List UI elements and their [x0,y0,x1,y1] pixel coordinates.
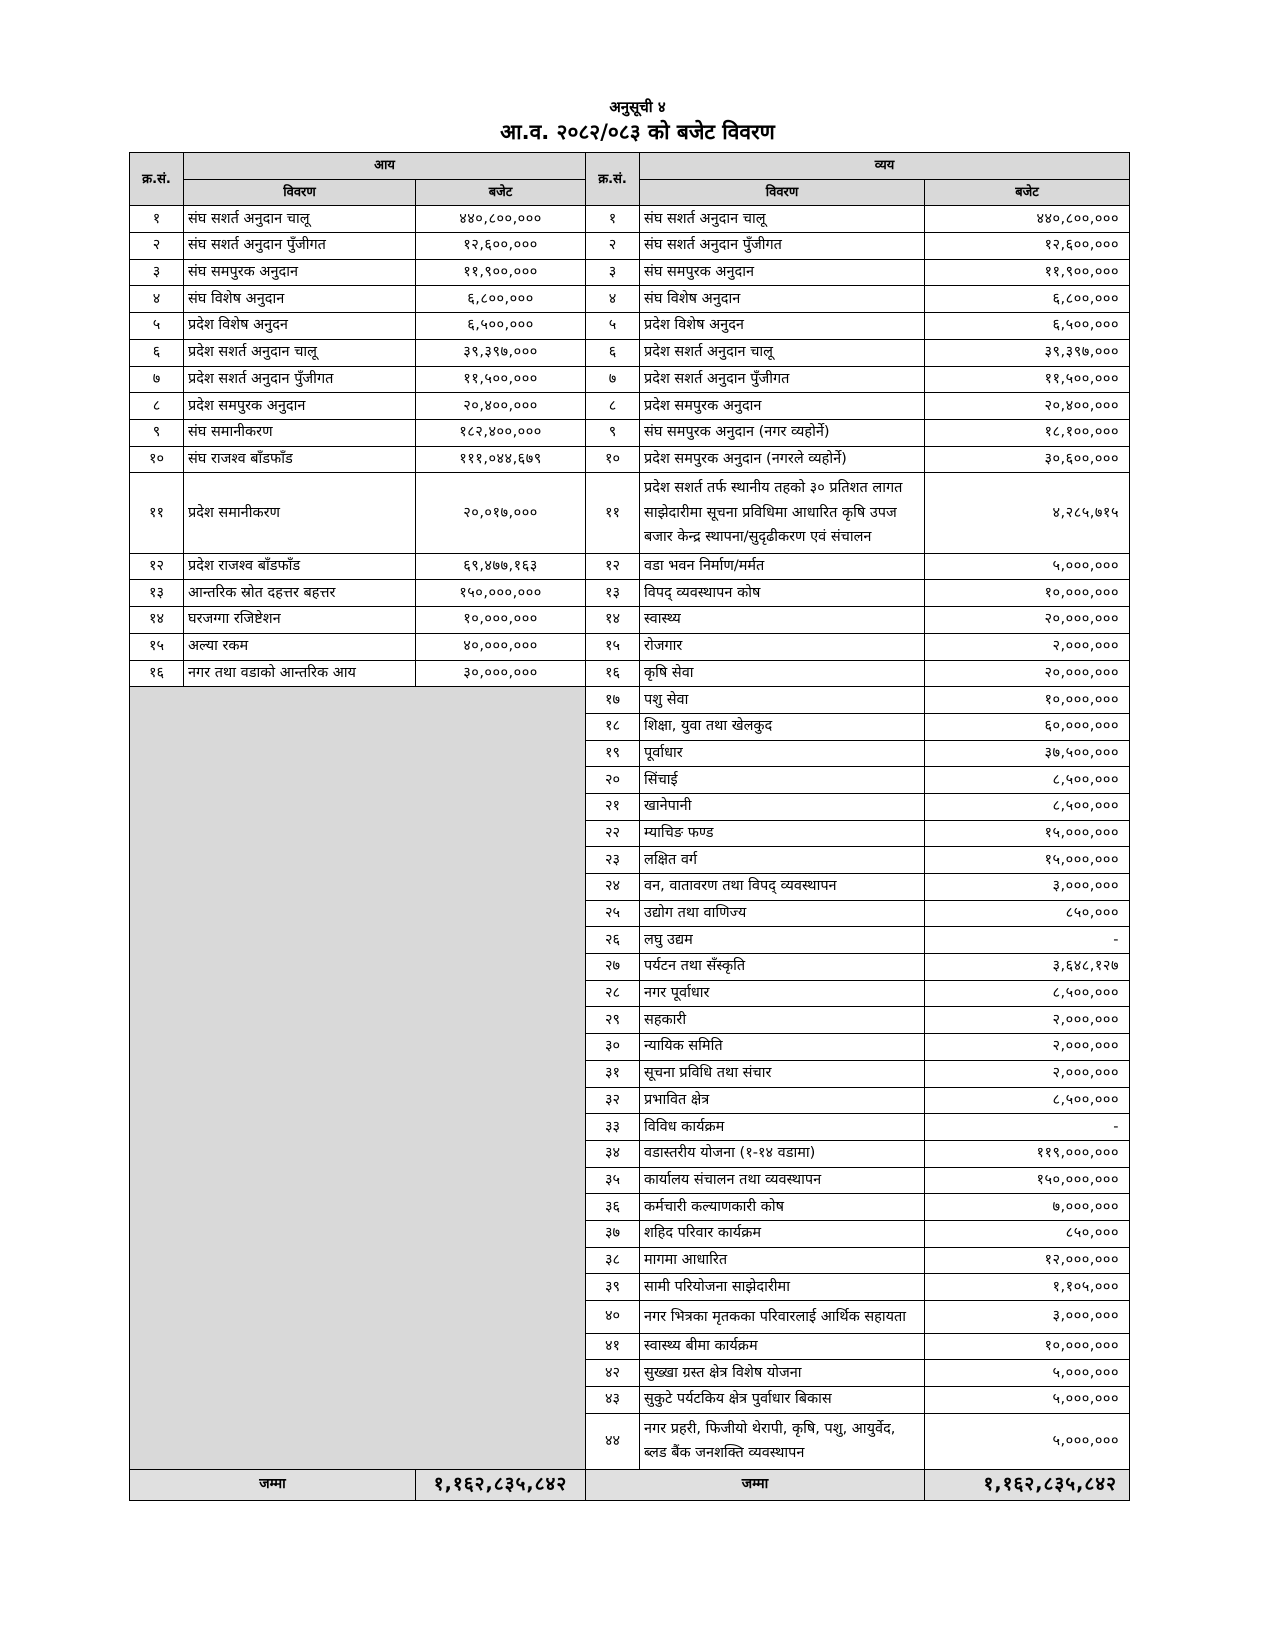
expense-serial: २ [586,233,640,260]
expense-serial: १७ [586,687,640,714]
table-row [130,633,1130,660]
expense-serial: २६ [586,927,640,954]
expense-amount: २,०००,००० [925,633,1130,660]
expense-description: शहिद परिवार कार्यक्रम [640,1220,925,1247]
income-description: संघ समपुरक अनुदान [184,259,416,286]
page-title: आ.व. २०८२/०८३ को बजेट विवरण [500,120,775,144]
expense-amount: ८५०,००० [925,1220,1130,1247]
expense-description: सुख्खा ग्रस्त क्षेत्र विशेष योजना [640,1360,925,1387]
expense-serial: ३५ [586,1167,640,1194]
expense-serial: १५ [586,633,640,660]
expense-amount: - [925,1114,1130,1141]
expense-description: प्रदेश सशर्त अनुदान पुँजीगत [640,366,925,393]
expense-amount: ३०,६००,००० [925,446,1130,473]
expense-description: म्याचिङ फण्ड [640,820,925,847]
expense-description: पशु सेवा [640,687,925,714]
table-row [130,473,1130,554]
expense-serial: ३४ [586,1140,640,1167]
expense-description: नगर प्रहरी, फिजीयो थेरापी, कृषि, पशु, आयुर्वेद, ब्लड बैंक जनशक्ति व्यवस्थापन [640,1413,925,1469]
expense-amount: १८,१००,००० [925,419,1130,446]
table-row [130,419,1130,446]
expense-description: कार्यालय संचालन तथा व्यवस्थापन [640,1167,925,1194]
expense-serial: ११ [586,473,640,554]
expense-description: विपद् व्यवस्थापन कोष [640,580,925,607]
table-row [130,286,1130,313]
income-description: प्रदेश सशर्त अनुदान पुँजीगत [184,366,416,393]
income-amount: ११,५००,००० [416,366,586,393]
expense-description: प्रदेश समपुरक अनुदान [640,393,925,420]
income-description: प्रदेश समपुरक अनुदान [184,393,416,420]
expense-serial: ४२ [586,1360,640,1387]
expense-serial: २२ [586,820,640,847]
expense-description: मागमा आधारित [640,1247,925,1274]
expense-description: प्रदेश सशर्त तर्फ स्थानीय तहको ३० प्रतिशत लागत साझेदारीमा सूचना प्रविधिमा आधारित कृषि उपज बजार केन्द्र स्थापना/सुदृढीकरण एवं संचालन [640,473,925,554]
expense-serial: ३६ [586,1194,640,1221]
expense-description: कृषि सेवा [640,660,925,687]
expense-description: लघु उद्यम [640,927,925,954]
table-row [130,233,1130,260]
expense-description: सूचना प्रविधि तथा संचार [640,1060,925,1087]
income-serial: ११ [130,473,184,554]
income-serial: ८ [130,393,184,420]
expense-description: सुकुटे पर्यटकिय क्षेत्र पुर्वाधार बिकास [640,1387,925,1414]
income-description: आन्तरिक स्रोत दहत्तर बहत्तर [184,580,416,607]
expense-amount: २०,४००,००० [925,393,1130,420]
expense-amount: ८,५००,००० [925,793,1130,820]
expense-amount: ३९,३९७,००० [925,339,1130,366]
expense-serial-header: क्र.सं. [586,153,640,206]
expense-amount: २०,०००,००० [925,660,1130,687]
expense-serial: ३८ [586,1247,640,1274]
expense-amount: - [925,927,1130,954]
expense-description: शिक्षा, युवा तथा खेलकुद [640,713,925,740]
expense-description: विविध कार्यक्रम [640,1114,925,1141]
expense-description: उद्योग तथा वाणिज्य [640,900,925,927]
expense-amount: ३,६४८,१२७ [925,954,1130,981]
expense-amount: ५,०००,००० [925,553,1130,580]
income-total-amount: १,१६२,८३५,८४२ [416,1469,586,1500]
expense-serial: ४० [586,1301,640,1334]
expense-amount: ४४०,८००,००० [925,206,1130,233]
expense-description: प्रदेश विशेष अनुदन [640,313,925,340]
expense-serial: ३३ [586,1114,640,1141]
expense-serial: १२ [586,553,640,580]
expense-amount: ५,०००,००० [925,1387,1130,1414]
expense-header: व्यय [640,153,1130,180]
income-description: अल्या रकम [184,633,416,660]
schedule-label: अनुसूची ४ [609,98,666,116]
expense-serial: १९ [586,740,640,767]
income-empty-area [130,687,586,1470]
table-row [130,553,1130,580]
expense-amount: २,०००,००० [925,1007,1130,1034]
income-serial-header: क्र.सं. [130,153,184,206]
expense-description: नगर भित्रका मृतकका परिवारलाई आर्थिक सहायता [640,1301,925,1334]
income-serial: १० [130,446,184,473]
table-row [130,366,1130,393]
expense-description: वडा भवन निर्माण/मर्मत [640,553,925,580]
expense-serial: १८ [586,713,640,740]
income-serial: ५ [130,313,184,340]
expense-serial: १३ [586,580,640,607]
income-description: प्रदेश समानीकरण [184,473,416,554]
income-serial: १३ [130,580,184,607]
expense-budget-header: बजेट [925,179,1130,206]
expense-description: पर्यटन तथा सँस्कृति [640,954,925,981]
table-row [130,446,1130,473]
total-row [130,1469,1130,1500]
income-description: नगर तथा वडाको आन्तरिक आय [184,660,416,687]
income-amount: ११,९००,००० [416,259,586,286]
expense-amount: १२,६००,००० [925,233,1130,260]
expense-amount: १५,०००,००० [925,820,1130,847]
expense-serial: ४४ [586,1413,640,1469]
budget-table [129,152,1130,1501]
expense-serial: ३० [586,1034,640,1061]
expense-serial: १० [586,446,640,473]
expense-description: सामी परियोजना साझेदारीमा [640,1274,925,1301]
expense-amount: १५०,०००,००० [925,1167,1130,1194]
expense-serial: ४१ [586,1333,640,1360]
income-serial: १२ [130,553,184,580]
expense-amount: २,०००,००० [925,1060,1130,1087]
income-amount: १०,०००,००० [416,607,586,634]
expense-amount: ३,०००,००० [925,874,1130,901]
expense-serial: ३२ [586,1087,640,1114]
table-row [130,580,1130,607]
expense-amount: ४,२८५,७१५ [925,473,1130,554]
expense-description: स्वास्थ्य [640,607,925,634]
expense-serial: ४ [586,286,640,313]
expense-amount: २०,०००,००० [925,607,1130,634]
expense-description: स्वास्थ्य बीमा कार्यक्रम [640,1333,925,1360]
expense-serial: १६ [586,660,640,687]
income-description: घरजग्गा रजिष्टेशन [184,607,416,634]
income-amount: ६,५००,००० [416,313,586,340]
income-description: प्रदेश विशेष अनुदन [184,313,416,340]
expense-amount: ११,५००,००० [925,366,1130,393]
expense-amount: १०,०००,००० [925,580,1130,607]
expense-serial: ६ [586,339,640,366]
expense-description: रोजगार [640,633,925,660]
table-row [130,607,1130,634]
income-amount: ४४०,८००,००० [416,206,586,233]
expense-description: प्रदेश सशर्त अनुदान चालू [640,339,925,366]
expense-amount: ८,५००,००० [925,1087,1130,1114]
expense-amount: ७,०००,००० [925,1194,1130,1221]
expense-amount: ८,५००,००० [925,980,1130,1007]
expense-amount: ८५०,००० [925,900,1130,927]
table-row [130,393,1130,420]
income-serial: १४ [130,607,184,634]
income-amount: २०,४००,००० [416,393,586,420]
expense-description: संघ समपुरक अनुदान (नगर व्यहोर्ने) [640,419,925,446]
income-serial: ३ [130,259,184,286]
income-budget-header: बजेट [416,179,586,206]
income-serial: ६ [130,339,184,366]
expense-serial: १४ [586,607,640,634]
expense-total-amount: १,१६२,८३५,८४२ [925,1469,1130,1500]
expense-serial: १ [586,206,640,233]
income-description: संघ सशर्त अनुदान चालू [184,206,416,233]
expense-description: प्रदेश समपुरक अनुदान (नगरले व्यहोर्ने) [640,446,925,473]
expense-description: वन, वातावरण तथा विपद् व्यवस्थापन [640,874,925,901]
expense-serial: ८ [586,393,640,420]
income-serial: १६ [130,660,184,687]
expense-serial: २४ [586,874,640,901]
expense-description-header: विवरण [640,179,925,206]
income-amount: १२,६००,००० [416,233,586,260]
expense-description: संघ सशर्त अनुदान पुँजीगत [640,233,925,260]
income-description: प्रदेश सशर्त अनुदान चालू [184,339,416,366]
expense-description: कर्मचारी कल्याणकारी कोष [640,1194,925,1221]
expense-amount: ३,०००,००० [925,1301,1130,1334]
table-body [130,206,1130,1469]
expense-amount: १५,०००,००० [925,847,1130,874]
expense-description: प्रभावित क्षेत्र [640,1087,925,1114]
expense-amount: २,०००,००० [925,1034,1130,1061]
expense-description: सिंचाई [640,767,925,794]
expense-amount: ११,९००,००० [925,259,1130,286]
expense-description: लक्षित वर्ग [640,847,925,874]
income-total-label: जम्मा [130,1469,416,1500]
expense-amount: ३७,५००,००० [925,740,1130,767]
income-serial: २ [130,233,184,260]
income-description: संघ राजश्व बाँडफाँड [184,446,416,473]
table-row [130,313,1130,340]
expense-serial: २९ [586,1007,640,1034]
income-amount: ६९,४७७,१६३ [416,553,586,580]
income-amount: १५०,०००,००० [416,580,586,607]
expense-description: खानेपानी [640,793,925,820]
income-serial: ४ [130,286,184,313]
income-serial: १ [130,206,184,233]
income-serial: १५ [130,633,184,660]
income-amount: ६,८००,००० [416,286,586,313]
expense-amount: ५,०००,००० [925,1360,1130,1387]
expense-description: संघ समपुरक अनुदान [640,259,925,286]
expense-description: संघ विशेष अनुदान [640,286,925,313]
expense-serial: ९ [586,419,640,446]
expense-serial: ४३ [586,1387,640,1414]
table-row [130,339,1130,366]
expense-serial: २३ [586,847,640,874]
table-row [130,259,1130,286]
income-amount: १८२,४००,००० [416,419,586,446]
income-description-header: विवरण [184,179,416,206]
expense-serial: ५ [586,313,640,340]
expense-serial: ७ [586,366,640,393]
income-description: संघ समानीकरण [184,419,416,446]
expense-serial: ३७ [586,1220,640,1247]
expense-description: सहकारी [640,1007,925,1034]
expense-description: संघ सशर्त अनुदान चालू [640,206,925,233]
expense-amount: ६,५००,००० [925,313,1130,340]
expense-amount: ६०,०००,००० [925,713,1130,740]
income-amount: १११,०४४,६७९ [416,446,586,473]
expense-description: नगर पूर्वाधार [640,980,925,1007]
expense-amount: १०,०००,००० [925,687,1130,714]
expense-amount: १,१०५,००० [925,1274,1130,1301]
expense-total-label: जम्मा [586,1469,925,1500]
expense-amount: ८,५००,००० [925,767,1130,794]
table-row [130,687,1130,714]
expense-amount: १०,०००,००० [925,1333,1130,1360]
income-description: प्रदेश राजश्व बाँडफाँड [184,553,416,580]
table-row [130,660,1130,687]
expense-serial: २५ [586,900,640,927]
income-serial: ७ [130,366,184,393]
expense-description: न्यायिक समिति [640,1034,925,1061]
income-serial: ९ [130,419,184,446]
expense-amount: ६,८००,००० [925,286,1130,313]
expense-amount: ५,०००,००० [925,1413,1130,1469]
expense-description: पूर्वाधार [640,740,925,767]
income-description: संघ विशेष अनुदान [184,286,416,313]
expense-serial: २० [586,767,640,794]
income-description: संघ सशर्त अनुदान पुँजीगत [184,233,416,260]
expense-serial: ३ [586,259,640,286]
table-row [130,206,1130,233]
expense-serial: २१ [586,793,640,820]
income-amount: २०,०१७,००० [416,473,586,554]
expense-amount: १२,०००,००० [925,1247,1130,1274]
income-amount: ३०,०००,००० [416,660,586,687]
income-amount: ३९,३९७,००० [416,339,586,366]
income-amount: ४०,०००,००० [416,633,586,660]
expense-serial: २७ [586,954,640,981]
expense-description: वडास्तरीय योजना (१-१४ वडामा) [640,1140,925,1167]
expense-serial: ३९ [586,1274,640,1301]
expense-serial: ३१ [586,1060,640,1087]
expense-amount: ११९,०००,००० [925,1140,1130,1167]
income-header: आय [184,153,586,180]
expense-serial: २८ [586,980,640,1007]
